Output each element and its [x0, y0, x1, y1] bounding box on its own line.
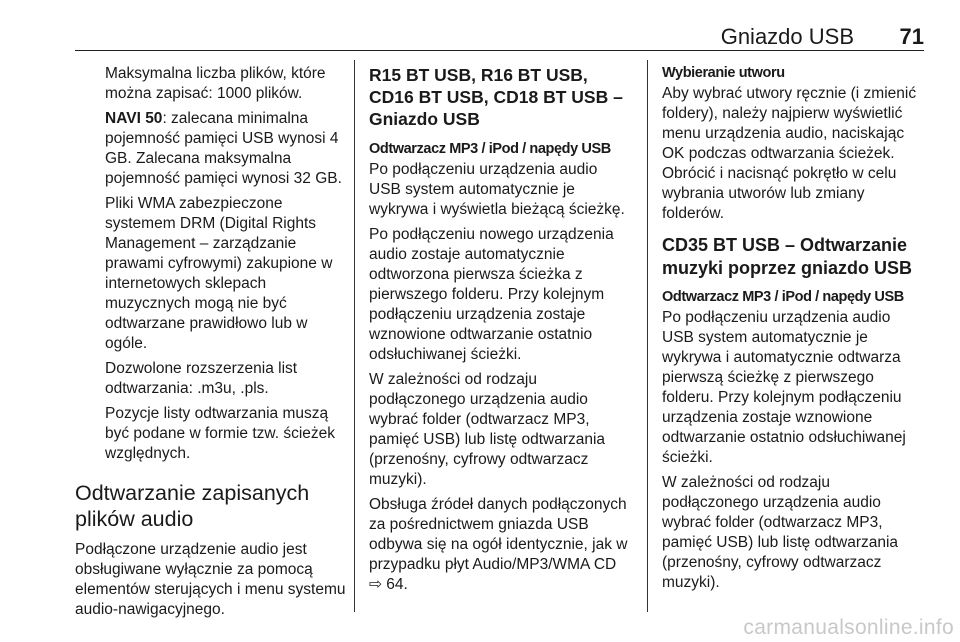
paragraph-auto-detect: Po podłączeniu urządzenia audio USB system automatycznie je wykrywa i wyświetla bieżącą ścieżkę. — [369, 161, 625, 218]
navi50-text: : zalecana minimalna pojemność pamięci USB wynosi 4 GB. Zalecana maksymalna pojemność pamięci wynosi 32 GB. — [105, 110, 342, 187]
heading-r15-usb: R15 BT USB, R16 BT USB, CD16 BT USB, CD18 BT USB – Gniazdo USB — [369, 65, 623, 129]
heading-playback-saved-files: Odtwarzanie zapisanych plików audio — [75, 481, 310, 531]
paragraph-data-sources: Obsługa źródeł danych podłączonych za pośrednictwem gniazda USB odbywa się na ogół identycznie, jak w przypadku płyt Audio/MP3/WMA CD ⇨ 64. — [369, 496, 628, 593]
paragraph-relative-paths: Pozycje listy odtwarzania muszą być podane w formie tzw. ścieżek względnych. — [105, 405, 336, 462]
paragraph-navi50 — [75, 109, 352, 189]
column-left — [75, 64, 352, 622]
paragraph-device-controls: Podłączone urządzenie audio jest obsługiwane wyłącznie za pomocą elementów sterujących i menu systemu audio-nawigacyjnego. — [75, 541, 346, 618]
subheading-mp3-ipod: Odtwarzacz MP3 / iPod / napędy USB — [369, 141, 611, 157]
heading-cd35-usb: CD35 BT USB – Odtwarzanie muzyki poprzez gniazdo USB — [662, 235, 913, 278]
paragraph-manual-select: Aby wybrać utwory ręcznie (i zmienić foldery), należy najpierw wyświetlić menu urządzenia audio, naciskając OK podczas odtwarzania ścieżek. Obrócić i nacisnąć pokrętło w celu wybrania utworów lub zmiany folderów. — [662, 85, 917, 222]
page-number: 71 — [899, 24, 924, 49]
navi50-label: NAVI 50 — [105, 110, 163, 127]
page-title: Gniazdo USB — [720, 24, 854, 49]
subheading-mp3-ipod-cd35: Odtwarzacz MP3 / iPod / napędy USB — [662, 289, 904, 305]
subheading-track-selection: Wybieranie utworu — [662, 65, 785, 81]
paragraph-max-files: Maksymalna liczba plików, które można zapisać: 1000 plików. — [105, 65, 326, 102]
watermark: carmanualsonline.info — [743, 616, 954, 639]
column-divider — [647, 60, 648, 612]
paragraph-cd35-select-folder: W zależności od rodzaju podłączonego urządzenia audio wybrać folder (odtwarzacz MP3, pamięć USB) lub listę odtwarzania (przenośny, cyfrowy odtwarzacz muzyki). — [662, 474, 899, 591]
paragraph-select-folder: W zależności od rodzaju podłączonego urządzenia audio wybrać folder (odtwarzacz MP3, pamięć USB) lub listę odtwarzania (przenośny, cyfrowy odtwarzacz muzyki). — [369, 371, 606, 488]
paragraph-playlist-extensions: Dozwolone rozszerzenia list odtwarzania: .m3u, .pls. — [105, 360, 298, 397]
column-middle — [369, 64, 633, 622]
column-divider — [354, 60, 355, 612]
paragraph-cd35-auto-detect: Po podłączeniu urządzenia audio USB system automatycznie je wykrywa i automatycznie odtwarza pierwszą ścieżkę z pierwszego folderu. Przy kolejnym podłączeniu urządzenia zostaje wznowione odtwarzanie ostatnio odsłuchiwanej ścieżki. — [662, 309, 906, 466]
paragraph-new-device: Po podłączeniu nowego urządzenia audio zostaje automatycznie odtworzona pierwsza ścieżka z pierwszego folderu. Przy kolejnym podłączeniu urządzenia zostaje wznowione odtwarzanie ostatnio odsłuchiwanej ścieżki. — [369, 226, 614, 363]
column-right — [662, 64, 924, 622]
paragraph-wma-drm: Pliki WMA zabezpieczone systemem DRM (Digital Rights Management – zarządzanie prawami cyfrowymi) zakupione w internetowych sklepach muzycznych mogą nie być odtwarzane prawidłowo lub w ogóle. — [105, 195, 333, 352]
page-header — [75, 22, 924, 51]
